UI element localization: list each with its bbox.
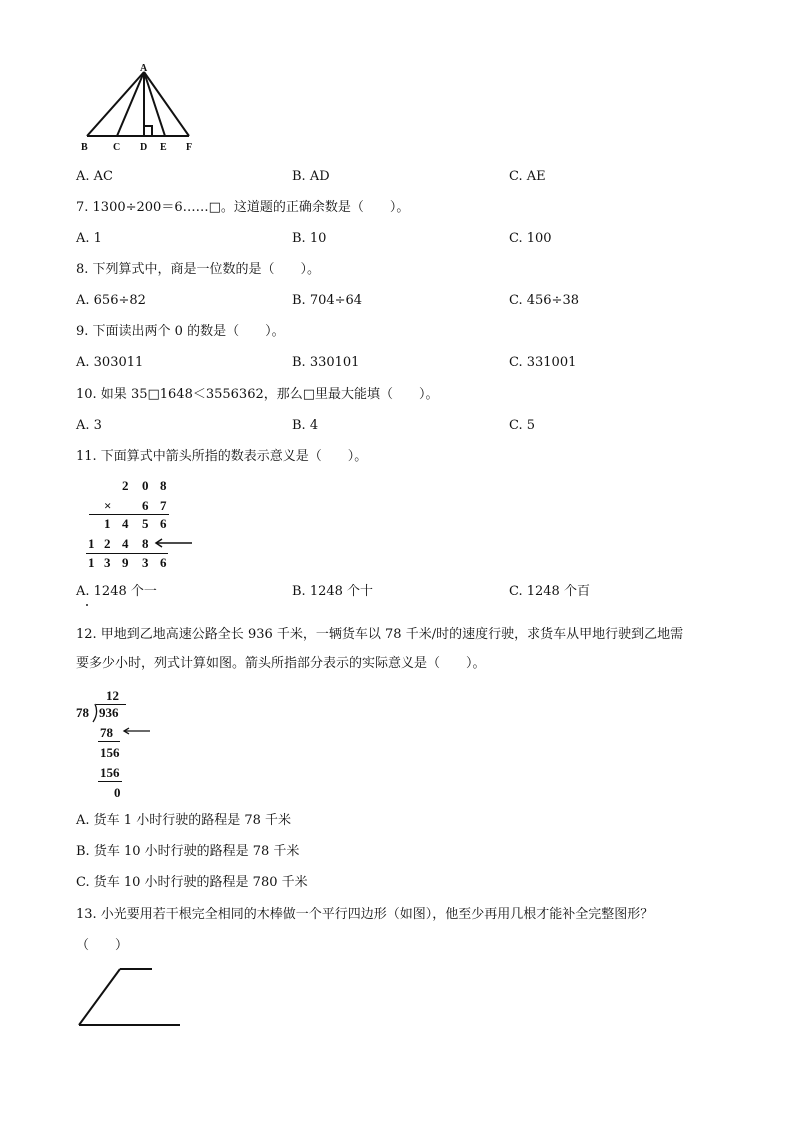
q8-stem: 8. 下列算式中，商是一位数的是（ ）。	[76, 262, 321, 277]
calc-digit: 2	[104, 536, 111, 551]
calc-digit: 1	[104, 516, 111, 531]
q6-option-c[interactable]: C. AE	[509, 169, 546, 184]
q8-option-b[interactable]: B. 704÷64	[292, 293, 363, 308]
q9-stem: 9. 下面读出两个 0 的数是（ ）。	[76, 324, 285, 339]
division-rule	[98, 781, 122, 782]
q11-stem: 11. 下面算式中箭头所指的数表示意义是（ ）。	[76, 449, 368, 464]
q8-option-c[interactable]: C. 456÷38	[509, 293, 579, 308]
q12-stem-line1: 12. 甲地到乙地高速公路全长 936 千米，一辆货车以 78 千米/时的速度行驶，求货车从甲地行驶到乙地需	[76, 627, 684, 642]
calc-digit: 4	[122, 516, 129, 531]
division-dividend: 936	[99, 705, 119, 720]
q7-option-c[interactable]: C. 100	[509, 231, 552, 246]
division-divisor: 78	[76, 705, 89, 720]
division-bracket-curve	[91, 703, 99, 723]
q9-option-a[interactable]: A. 303011	[76, 355, 144, 370]
division-remainder: 0	[114, 785, 121, 800]
q10-stem: 10. 如果 35□1648＜3556362，那么□里最大能填（ ）。	[76, 387, 439, 402]
calc-digit: 4	[122, 536, 129, 551]
q9-option-c[interactable]: C. 331001	[509, 355, 577, 370]
multiplication-figure	[84, 478, 199, 572]
calc-digit: 3	[104, 555, 111, 570]
q10-option-a[interactable]: A. 3	[76, 418, 102, 433]
q11-option-b[interactable]: B. 1248 个十	[292, 584, 374, 599]
q12-option-b[interactable]: B. 货车 10 小时行驶的路程是 78 千米	[76, 844, 300, 859]
division-step: 78	[100, 725, 113, 740]
vertex-label-c: C	[113, 142, 121, 153]
calc-symbol: ×	[104, 498, 112, 513]
q7-option-a[interactable]: A. 1	[76, 231, 102, 246]
calc-rule	[86, 553, 168, 554]
vertex-label-e: E	[160, 142, 167, 153]
calc-digit: 1	[88, 555, 95, 570]
arrow-icon	[154, 538, 194, 548]
q13-stem: 13. 小光要用若干根完全相同的木棒做一个平行四边形（如图），他至少再用几根才能补全完整图形？	[76, 907, 654, 922]
vertex-label-d: D	[140, 142, 148, 153]
q12-option-c[interactable]: C. 货车 10 小时行驶的路程是 780 千米	[76, 875, 308, 890]
calc-digit: 3	[142, 555, 149, 570]
q10-option-b[interactable]: B. 4	[292, 418, 319, 433]
q6-option-b[interactable]: B. AD	[292, 169, 330, 184]
q11-option-c[interactable]: C. 1248 个百	[509, 584, 590, 599]
calc-digit: 1	[88, 536, 95, 551]
division-quotient: 12	[106, 688, 119, 703]
division-step: 156	[100, 745, 120, 760]
calc-digit: 7	[160, 498, 167, 513]
calc-digit: 0	[142, 478, 149, 493]
q11-option-a[interactable]: A. 1248 个一	[76, 584, 157, 599]
vertex-label-b: B	[81, 142, 88, 153]
q10-option-c[interactable]: C. 5	[509, 418, 536, 433]
q7-option-b[interactable]: B. 10	[292, 231, 327, 246]
calc-digit: 8	[160, 478, 167, 493]
calc-digit: 6	[160, 555, 167, 570]
calc-digit: 5	[142, 516, 149, 531]
division-rule	[98, 741, 120, 742]
q7-stem: 7. 1300÷200＝6……□。这道题的正确余数是（ ）。	[76, 200, 410, 215]
calc-digit: 8	[142, 536, 149, 551]
q12-option-a[interactable]: A. 货车 1 小时行驶的路程是 78 千米	[76, 813, 291, 828]
calc-digit: 6	[142, 498, 149, 513]
arrow-icon	[122, 726, 152, 736]
calc-digit: 9	[122, 555, 129, 570]
division-step: 156	[100, 765, 120, 780]
q6-option-a[interactable]: A. AC	[76, 169, 113, 184]
stray-dot	[86, 604, 88, 606]
q8-option-a[interactable]: A. 656÷82	[76, 293, 146, 308]
parallelogram-sticks-figure	[72, 962, 187, 1032]
long-division-figure	[76, 688, 176, 800]
q12-stem-line2: 要多少小时，列式计算如图。箭头所指部分表示的实际意义是（ ）。	[76, 656, 486, 671]
calc-digit: 6	[160, 516, 167, 531]
calc-rule	[89, 514, 169, 515]
q9-option-b[interactable]: B. 330101	[292, 355, 360, 370]
triangle-figure	[78, 62, 203, 154]
q13-answer-blank[interactable]: （ ）	[76, 938, 129, 953]
calc-digit: 2	[122, 478, 129, 493]
vertex-label-a: A	[140, 63, 148, 74]
vertex-label-f: F	[186, 142, 193, 153]
